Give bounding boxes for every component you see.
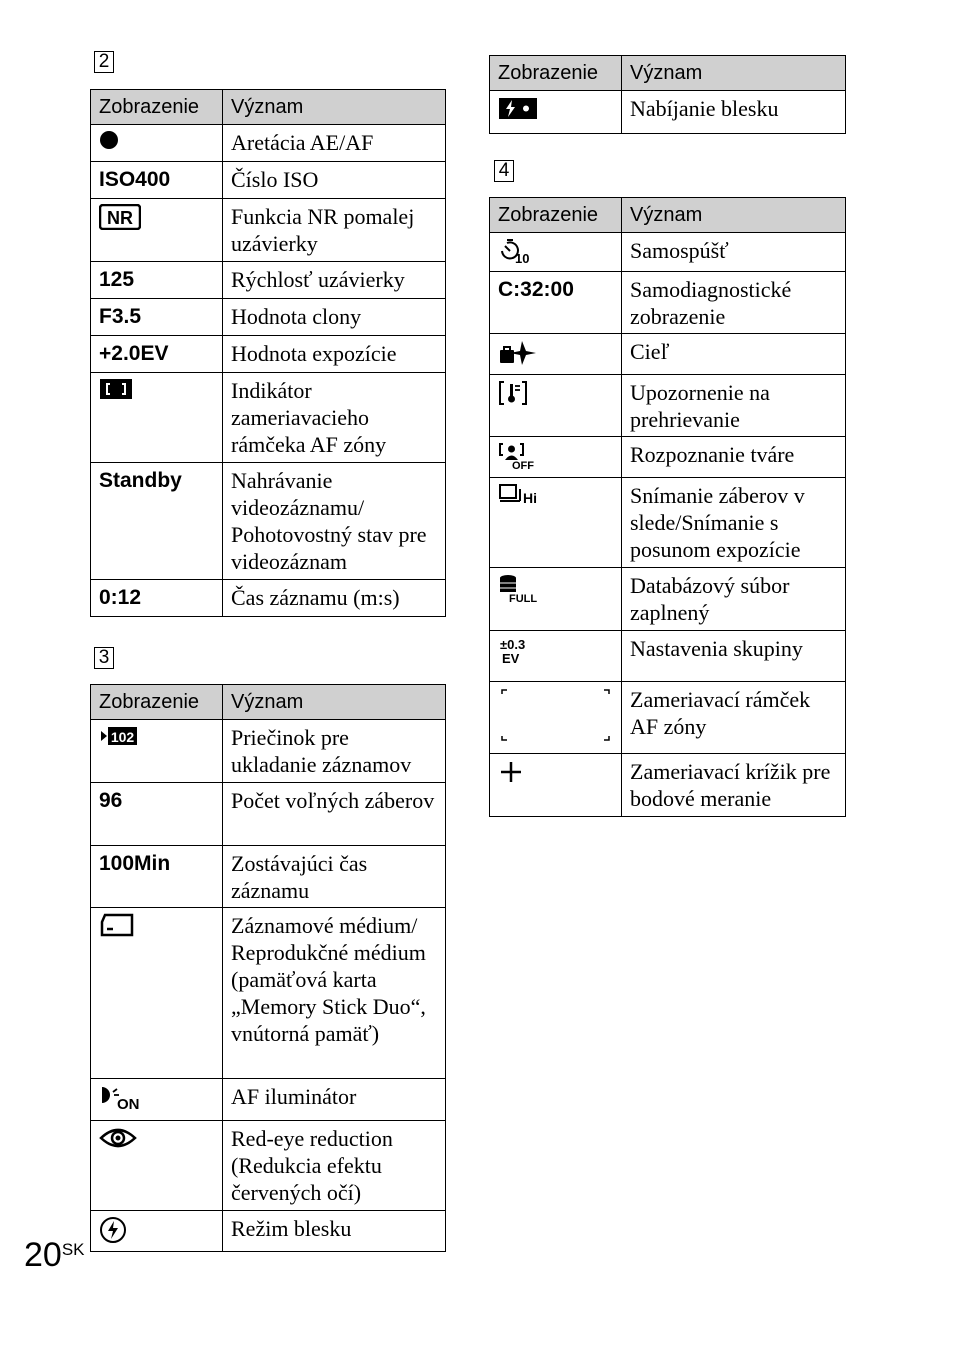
- header-vyznam: Význam: [223, 685, 446, 720]
- table-row: [91, 463, 446, 580]
- table-row: [490, 754, 846, 817]
- table-row: [490, 272, 846, 334]
- display-cell: F3.5: [91, 299, 223, 336]
- table-row: [490, 334, 846, 375]
- table-row: [490, 375, 846, 437]
- table-row: [490, 631, 846, 682]
- svg-text:ON: ON: [117, 1096, 140, 1110]
- table-row: [490, 233, 846, 272]
- svg-text:102: 102: [110, 729, 135, 745]
- header-zobrazenie: Zobrazenie: [91, 90, 223, 125]
- meaning-cell: Upozornenie na prehrievanie: [622, 375, 846, 437]
- meaning-cell: Číslo ISO: [223, 162, 446, 199]
- meaning-cell: Hodnota clony: [223, 299, 446, 336]
- meaning-cell: Rozpoznanie tváre: [622, 437, 846, 478]
- display-cell: C:32:00: [490, 272, 622, 334]
- display-cell: 100Min: [91, 846, 223, 908]
- header-zobrazenie: Zobrazenie: [91, 685, 223, 720]
- meaning-cell: Funkcia NR pomalej uzávierky: [223, 199, 446, 262]
- af-range-frame-icon: [494, 686, 614, 749]
- meaning-cell: Nastavenia skupiny: [622, 631, 846, 682]
- table-row: [490, 437, 846, 478]
- table-row: [91, 1079, 446, 1121]
- filled-circle-icon: [99, 130, 119, 157]
- table-header: [91, 90, 446, 125]
- table-row: [490, 568, 846, 631]
- nr-icon: [99, 204, 141, 237]
- meaning-cell: Red-eye reduction (Redukcia efektu červených očí): [223, 1121, 446, 1211]
- meaning-cell: Indikátor zameriavacieho rámčeka AF zóny: [223, 373, 446, 463]
- meaning-cell: Samodiagnostické zobrazenie: [622, 272, 846, 334]
- meaning-cell: Databázový súbor zaplnený: [622, 568, 846, 631]
- table-section-2: [90, 89, 446, 617]
- destination-icon: [498, 339, 538, 374]
- meaning-cell: Hodnota expozície: [223, 336, 446, 373]
- face-detection-icon: [498, 442, 538, 477]
- svg-text:10: 10: [515, 251, 530, 264]
- overheat-warning-icon: [498, 380, 528, 413]
- meaning-cell: Aretácia AE/AF: [223, 125, 446, 162]
- svg-text:Hi: Hi: [523, 490, 537, 506]
- red-eye-icon: [99, 1126, 137, 1157]
- svg-text:±0.3: ±0.3: [500, 637, 526, 652]
- bracket-ev-icon: [498, 636, 538, 673]
- meaning-cell: Nahrávanie videozáznamu/ Pohotovostný stav pre videozáznam: [223, 463, 446, 580]
- header-vyznam: Význam: [622, 198, 846, 233]
- table-row: [91, 162, 446, 199]
- section-number-3: 3: [94, 647, 114, 669]
- memory-card-icon: [99, 913, 135, 944]
- flash-charging-icon: [498, 96, 538, 127]
- table-row: [91, 1121, 446, 1211]
- table-row: [91, 125, 446, 162]
- meaning-cell: Cieľ: [622, 334, 846, 375]
- display-cell: Standby: [91, 463, 223, 580]
- section-number-4: 4: [494, 160, 514, 182]
- display-cell: 0:12: [91, 580, 223, 617]
- table-row: [91, 199, 446, 262]
- meaning-cell: Čas záznamu (m:s): [223, 580, 446, 617]
- header-zobrazenie: Zobrazenie: [490, 56, 622, 91]
- header-vyznam: Význam: [622, 56, 846, 91]
- flash-mode-icon: [99, 1216, 127, 1251]
- meaning-cell: Zostávajúci čas záznamu: [223, 846, 446, 908]
- display-cell: ISO400: [91, 162, 223, 199]
- meaning-cell: Nabíjanie blesku: [622, 91, 846, 134]
- table-row: [490, 91, 846, 134]
- meaning-cell: Rýchlosť uzávierky: [223, 262, 446, 299]
- display-cell: 125: [91, 262, 223, 299]
- meaning-cell: Snímanie záberov v slede/Snímanie s posunom expozície: [622, 478, 846, 568]
- section-number-2: 2: [94, 51, 114, 73]
- table-row: [91, 783, 446, 846]
- svg-text:OFF: OFF: [512, 460, 534, 470]
- display-cell: +2.0EV: [91, 336, 223, 373]
- af-frame-icon: [99, 378, 133, 407]
- table-header: [490, 56, 846, 91]
- header-vyznam: Význam: [223, 90, 446, 125]
- spot-crosshair-icon: [498, 759, 524, 792]
- table-row: [91, 1211, 446, 1252]
- table-row: [490, 682, 846, 754]
- self-timer-icon: [498, 238, 534, 271]
- burst-hi-icon: [498, 483, 542, 514]
- page-language-suffix: SK: [61, 1240, 85, 1259]
- meaning-cell: Počet voľných záberov: [223, 783, 446, 846]
- display-cell: 96: [91, 783, 223, 846]
- meaning-cell: Priečinok pre ukladanie záznamov: [223, 720, 446, 783]
- svg-text:NR: NR: [107, 208, 133, 228]
- meaning-cell: Záznamové médium/ Reprodukčné médium (pamäťová karta „Memory Stick Duo“, vnútorná pamäť): [223, 908, 446, 1079]
- folder-102-icon: [99, 725, 139, 754]
- meaning-cell: Režim blesku: [223, 1211, 446, 1252]
- meaning-cell: Zameriavací krížik pre bodové meranie: [622, 754, 846, 817]
- table-section-4: [489, 197, 846, 817]
- page-number: [24, 1236, 85, 1275]
- table-row: [91, 299, 446, 336]
- table-header: [91, 685, 446, 720]
- table-row: [91, 262, 446, 299]
- database-full-icon: [498, 573, 542, 610]
- table-row: [91, 336, 446, 373]
- table-row: [91, 908, 446, 1079]
- table-row: [91, 846, 446, 908]
- table-row: [91, 373, 446, 463]
- table-row: [490, 478, 846, 568]
- table-header: [490, 198, 846, 233]
- svg-text:FULL: FULL: [509, 593, 538, 603]
- table-row: [91, 580, 446, 617]
- svg-text:EV: EV: [502, 651, 520, 666]
- table-continuation: [489, 55, 846, 134]
- af-illuminator-icon: [99, 1084, 145, 1117]
- table-section-3: [90, 684, 446, 1252]
- meaning-cell: Zameriavací rámček AF zóny: [622, 682, 846, 754]
- meaning-cell: Samospúšť: [622, 233, 846, 272]
- meaning-cell: AF iluminátor: [223, 1079, 446, 1121]
- page-number-value: 20: [24, 1236, 62, 1274]
- header-zobrazenie: Zobrazenie: [490, 198, 622, 233]
- table-row: [91, 720, 446, 783]
